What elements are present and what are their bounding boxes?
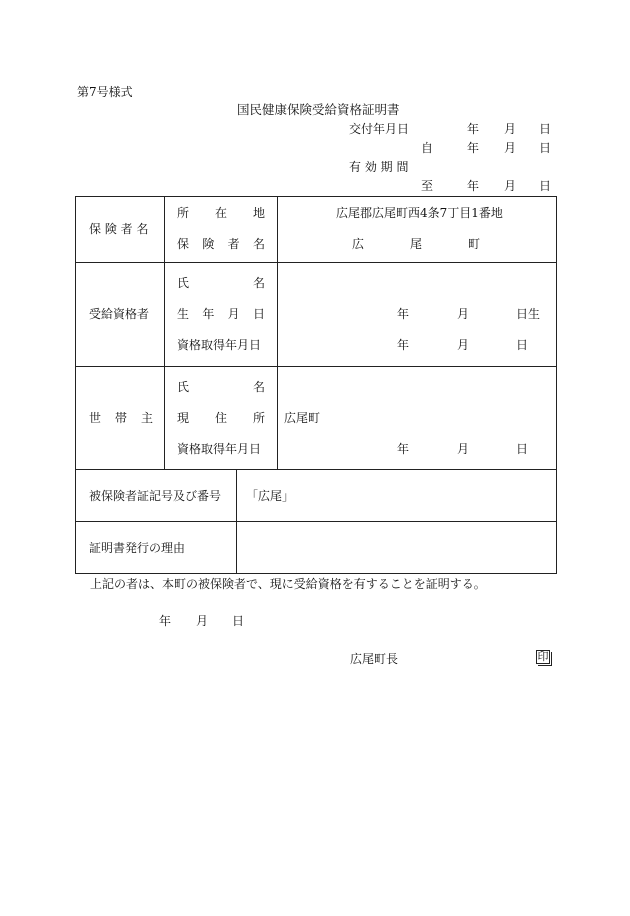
table-divider	[75, 469, 557, 470]
issue-year: 年	[467, 122, 480, 136]
certificate-table	[75, 196, 557, 574]
recipient-name-label: 氏 名	[177, 276, 265, 290]
validity-period-label: 有 効 期 間	[349, 160, 409, 174]
recipient-acquired-month: 月	[457, 338, 470, 352]
recipient-acquired-day: 日	[516, 338, 529, 352]
card-number-value: 「広尾」	[246, 489, 295, 503]
household-row-label: 世 帯 主	[89, 411, 153, 425]
page-title: 国民健康保険受給資格証明書	[237, 102, 400, 117]
period-from-label: 自	[421, 141, 434, 155]
location-label: 所 在 地	[177, 206, 265, 220]
table-divider	[75, 521, 557, 522]
card-number-label: 被保険者証記号及び番号	[89, 489, 222, 503]
recipient-acquired-label: 資格取得年月日	[177, 338, 262, 352]
insurer-name-label: 保 険 者 名	[177, 237, 265, 251]
household-acquired-month: 月	[457, 442, 470, 456]
certification-month: 月	[196, 614, 209, 628]
issue-day: 日	[539, 122, 552, 136]
household-acquired-day: 日	[516, 442, 529, 456]
birth-day: 日生	[516, 307, 541, 321]
recipient-acquired-year: 年	[397, 338, 410, 352]
issue-month: 月	[504, 122, 517, 136]
signer-title: 広尾町長	[350, 652, 399, 666]
insurer-row-label: 保 険 者 名	[89, 222, 149, 236]
recipient-row-label: 受給資格者	[89, 307, 150, 321]
to-day: 日	[539, 179, 552, 193]
form-number: 第7号様式	[77, 85, 133, 99]
certification-day: 日	[232, 614, 245, 628]
issue-reason-label: 証明書発行の理由	[89, 541, 186, 555]
address-label: 現 住 所	[177, 411, 265, 425]
seal-stamp: 印	[537, 650, 549, 663]
birth-month: 月	[457, 307, 470, 321]
birth-date-label: 生 年 月 日	[177, 307, 265, 321]
household-acquired-year: 年	[397, 442, 410, 456]
household-acquired-label: 資格取得年月日	[177, 442, 262, 456]
insurer-location-value: 広尾郡広尾町西4条7丁目1番地	[336, 206, 503, 220]
from-year: 年	[467, 141, 480, 155]
certification-statement: 上記の者は、本町の被保険者で、現に受給資格を有することを証明する。	[90, 577, 486, 591]
period-to-label: 至	[421, 179, 434, 193]
table-column-line	[277, 196, 278, 469]
birth-year: 年	[397, 307, 410, 321]
to-month: 月	[504, 179, 517, 193]
from-month: 月	[504, 141, 517, 155]
certification-year: 年	[159, 614, 172, 628]
household-address-value: 広尾町	[284, 411, 321, 425]
insurer-name-value: 広 尾 町	[352, 237, 480, 251]
table-column-line	[164, 196, 165, 469]
to-year: 年	[467, 179, 480, 193]
table-column-line	[236, 469, 237, 574]
table-divider	[75, 262, 557, 263]
issue-date-label: 交付年月日	[349, 122, 410, 136]
household-name-label: 氏 名	[177, 380, 265, 394]
from-day: 日	[539, 141, 552, 155]
table-divider	[75, 366, 557, 367]
